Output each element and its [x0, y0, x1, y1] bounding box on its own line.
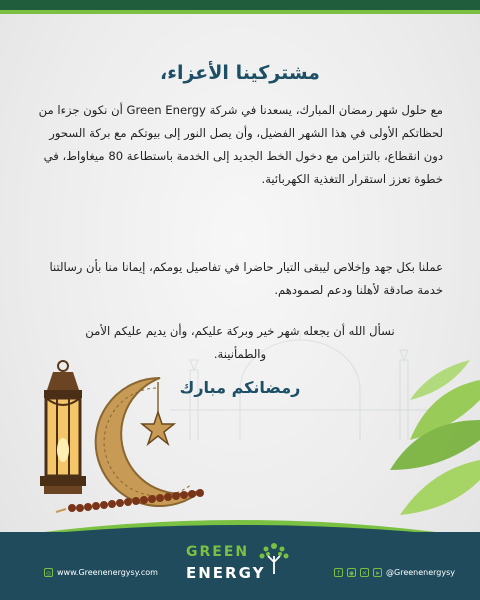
star-icon [142, 412, 174, 444]
telegram-icon[interactable]: ➤ [374, 569, 381, 577]
social-contact[interactable] [334, 565, 455, 579]
website-contact[interactable] [44, 565, 158, 579]
leaves-decoration [350, 360, 480, 530]
announcement-paragraph: مع حلول شهر رمضان المبارك، يسعدنا في شركة Green Energy أن نكون جزءا من لحظاتكم الأولى في هذا الشهر الفضيل، وأن يصل النور إلى بيوتكم مع بركة السحور دون انقطاع، بالتزامن مع دخول الخط الجديد إلى الخدمة باستطاعة 80 ميغاواط، في خطوة تعزز استقرار التغذية الكهربائية. [38, 103, 443, 186]
greeting-heading: مشتركينا الأعزاء، [160, 62, 320, 84]
facebook-icon[interactable]: f [334, 568, 343, 577]
dedication-paragraph: عملنا بكل جهد وإخلاص ليبقى التيار حاضرا في تفاصيل يومكم، إيمانا منا بأن رسالتنا خدمة صادقة لأهلنا ودعم لصمودهم. [49, 260, 443, 297]
brand-logo [186, 540, 294, 592]
ramadan-greeting: رمضانكم مبارك [179, 378, 301, 397]
prayer-paragraph: نسأل الله أن يجعله شهر خير وبركة عليكم، وأن يديم عليكم الأمن والطمأنينة. [85, 324, 395, 361]
web-icon: ◎ [45, 569, 52, 577]
top-accent-line [0, 10, 480, 14]
logo-text-energy: ENERGY [186, 564, 266, 582]
top-accent-bar [0, 0, 480, 10]
instagram-icon[interactable]: ◉ [348, 569, 355, 577]
logo-text-green: GREEN [186, 544, 250, 560]
social-handle[interactable]: @Greenenergysy [386, 567, 456, 577]
x-icon[interactable]: ✕ [361, 569, 368, 577]
website-url[interactable]: www.Greenenergysy.com [57, 567, 158, 577]
tree-icon [256, 540, 292, 576]
